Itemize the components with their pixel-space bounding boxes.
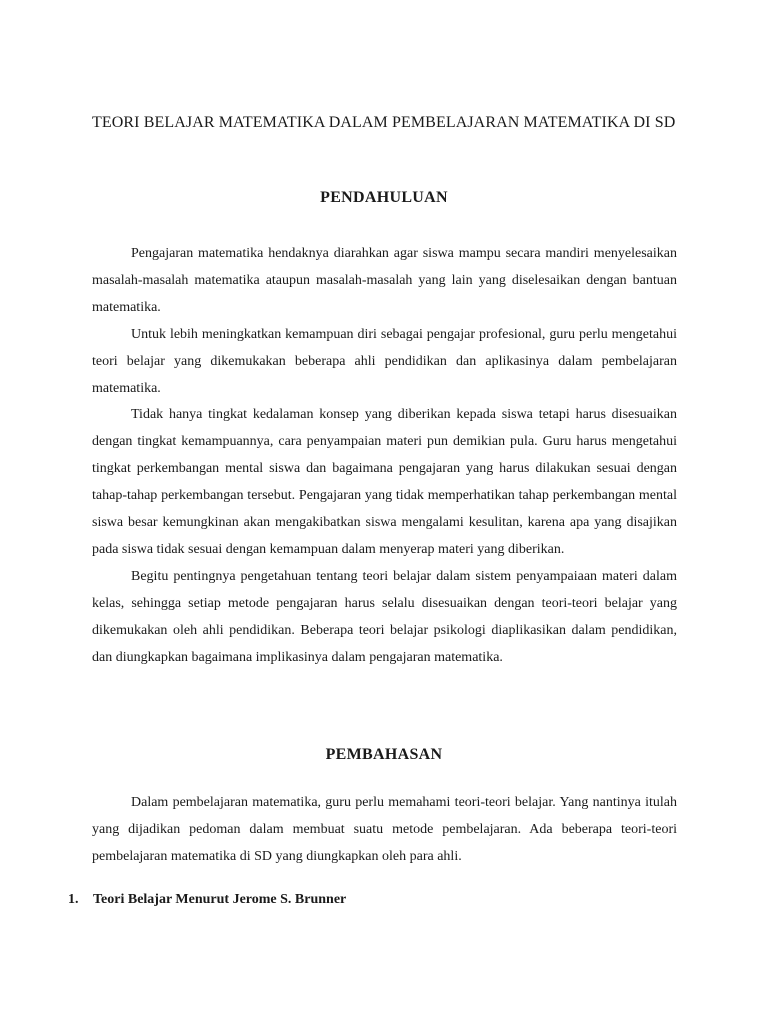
paragraph: Tidak hanya tingkat kedalaman konsep yang diberikan kepada siswa tetapi harus disesuaikan dengan tingkat kemampuannya, cara penyampaian materi pun demikian pula. Guru harus mengetahui tingkat perkembangan mental siswa dan bagaimana pengajaran yang harus dilakukan sesuai dengan tahap-tahap perkembangan tersebut. Pengajaran yang tidak memperhatikan tahap perkembangan mental siswa besar kemungkinan akan mengakibatkan siswa mengalami kesulitan, karena apa yang disajikan pada siswa tidak sesuai dengan kemampuan dalam menyerap materi yang diberikan. (92, 407, 677, 557)
paragraph: Begitu pentingnya pengetahuan tentang teori belajar dalam sistem penyampaiaan materi dalam kelas, sehingga setiap metode pengajaran harus selalu disesuaikan dengan teori-teori belajar yang dikemukakan oleh ahli pendidikan. Beberapa teori belajar psikologi diaplikasikan dalam pendidikan, dan diungkapkan bagaimana implikasinya dalam pengajaran matematika. (92, 568, 677, 665)
section-body-pendahuluan (92, 241, 677, 672)
paragraph: Untuk lebih meningkatkan kemampuan diri sebagai pengajar profesional, guru perlu mengetahui teori belajar yang dikemukakan beberapa ahli pendidikan dan aplikasinya dalam pembelajaran matematika. (92, 326, 677, 396)
document-title: TEORI BELAJAR MATEMATIKA DALAM PEMBELAJARAN MATEMATIKA DI SD (92, 114, 676, 131)
section-heading-pendahuluan: PENDAHULUAN (320, 189, 448, 206)
list-label: Teori Belajar Menurut Jerome S. Brunner (93, 892, 347, 907)
paragraph: Dalam pembelajaran matematika, guru perlu memahami teori-teori belajar. Yang nantinya itulah yang dijadikan pedoman dalam membuat suatu metode pembelajaran. Ada beberapa teori-teori pembelajaran matematika di SD yang diungkapkan oleh para ahli. (92, 795, 677, 864)
section-body-pembahasan (92, 790, 677, 871)
section-heading-pembahasan: PEMBAHASAN (325, 746, 443, 763)
numbered-subheading (68, 892, 346, 908)
list-number: 1. (68, 892, 79, 907)
paragraph: Pengajaran matematika hendaknya diarahkan agar siswa mampu secara mandiri menyelesaikan masalah-masalah matematika ataupun masalah-masalah yang lain yang diselesaikan dengan bantuan matematika. (92, 246, 677, 315)
